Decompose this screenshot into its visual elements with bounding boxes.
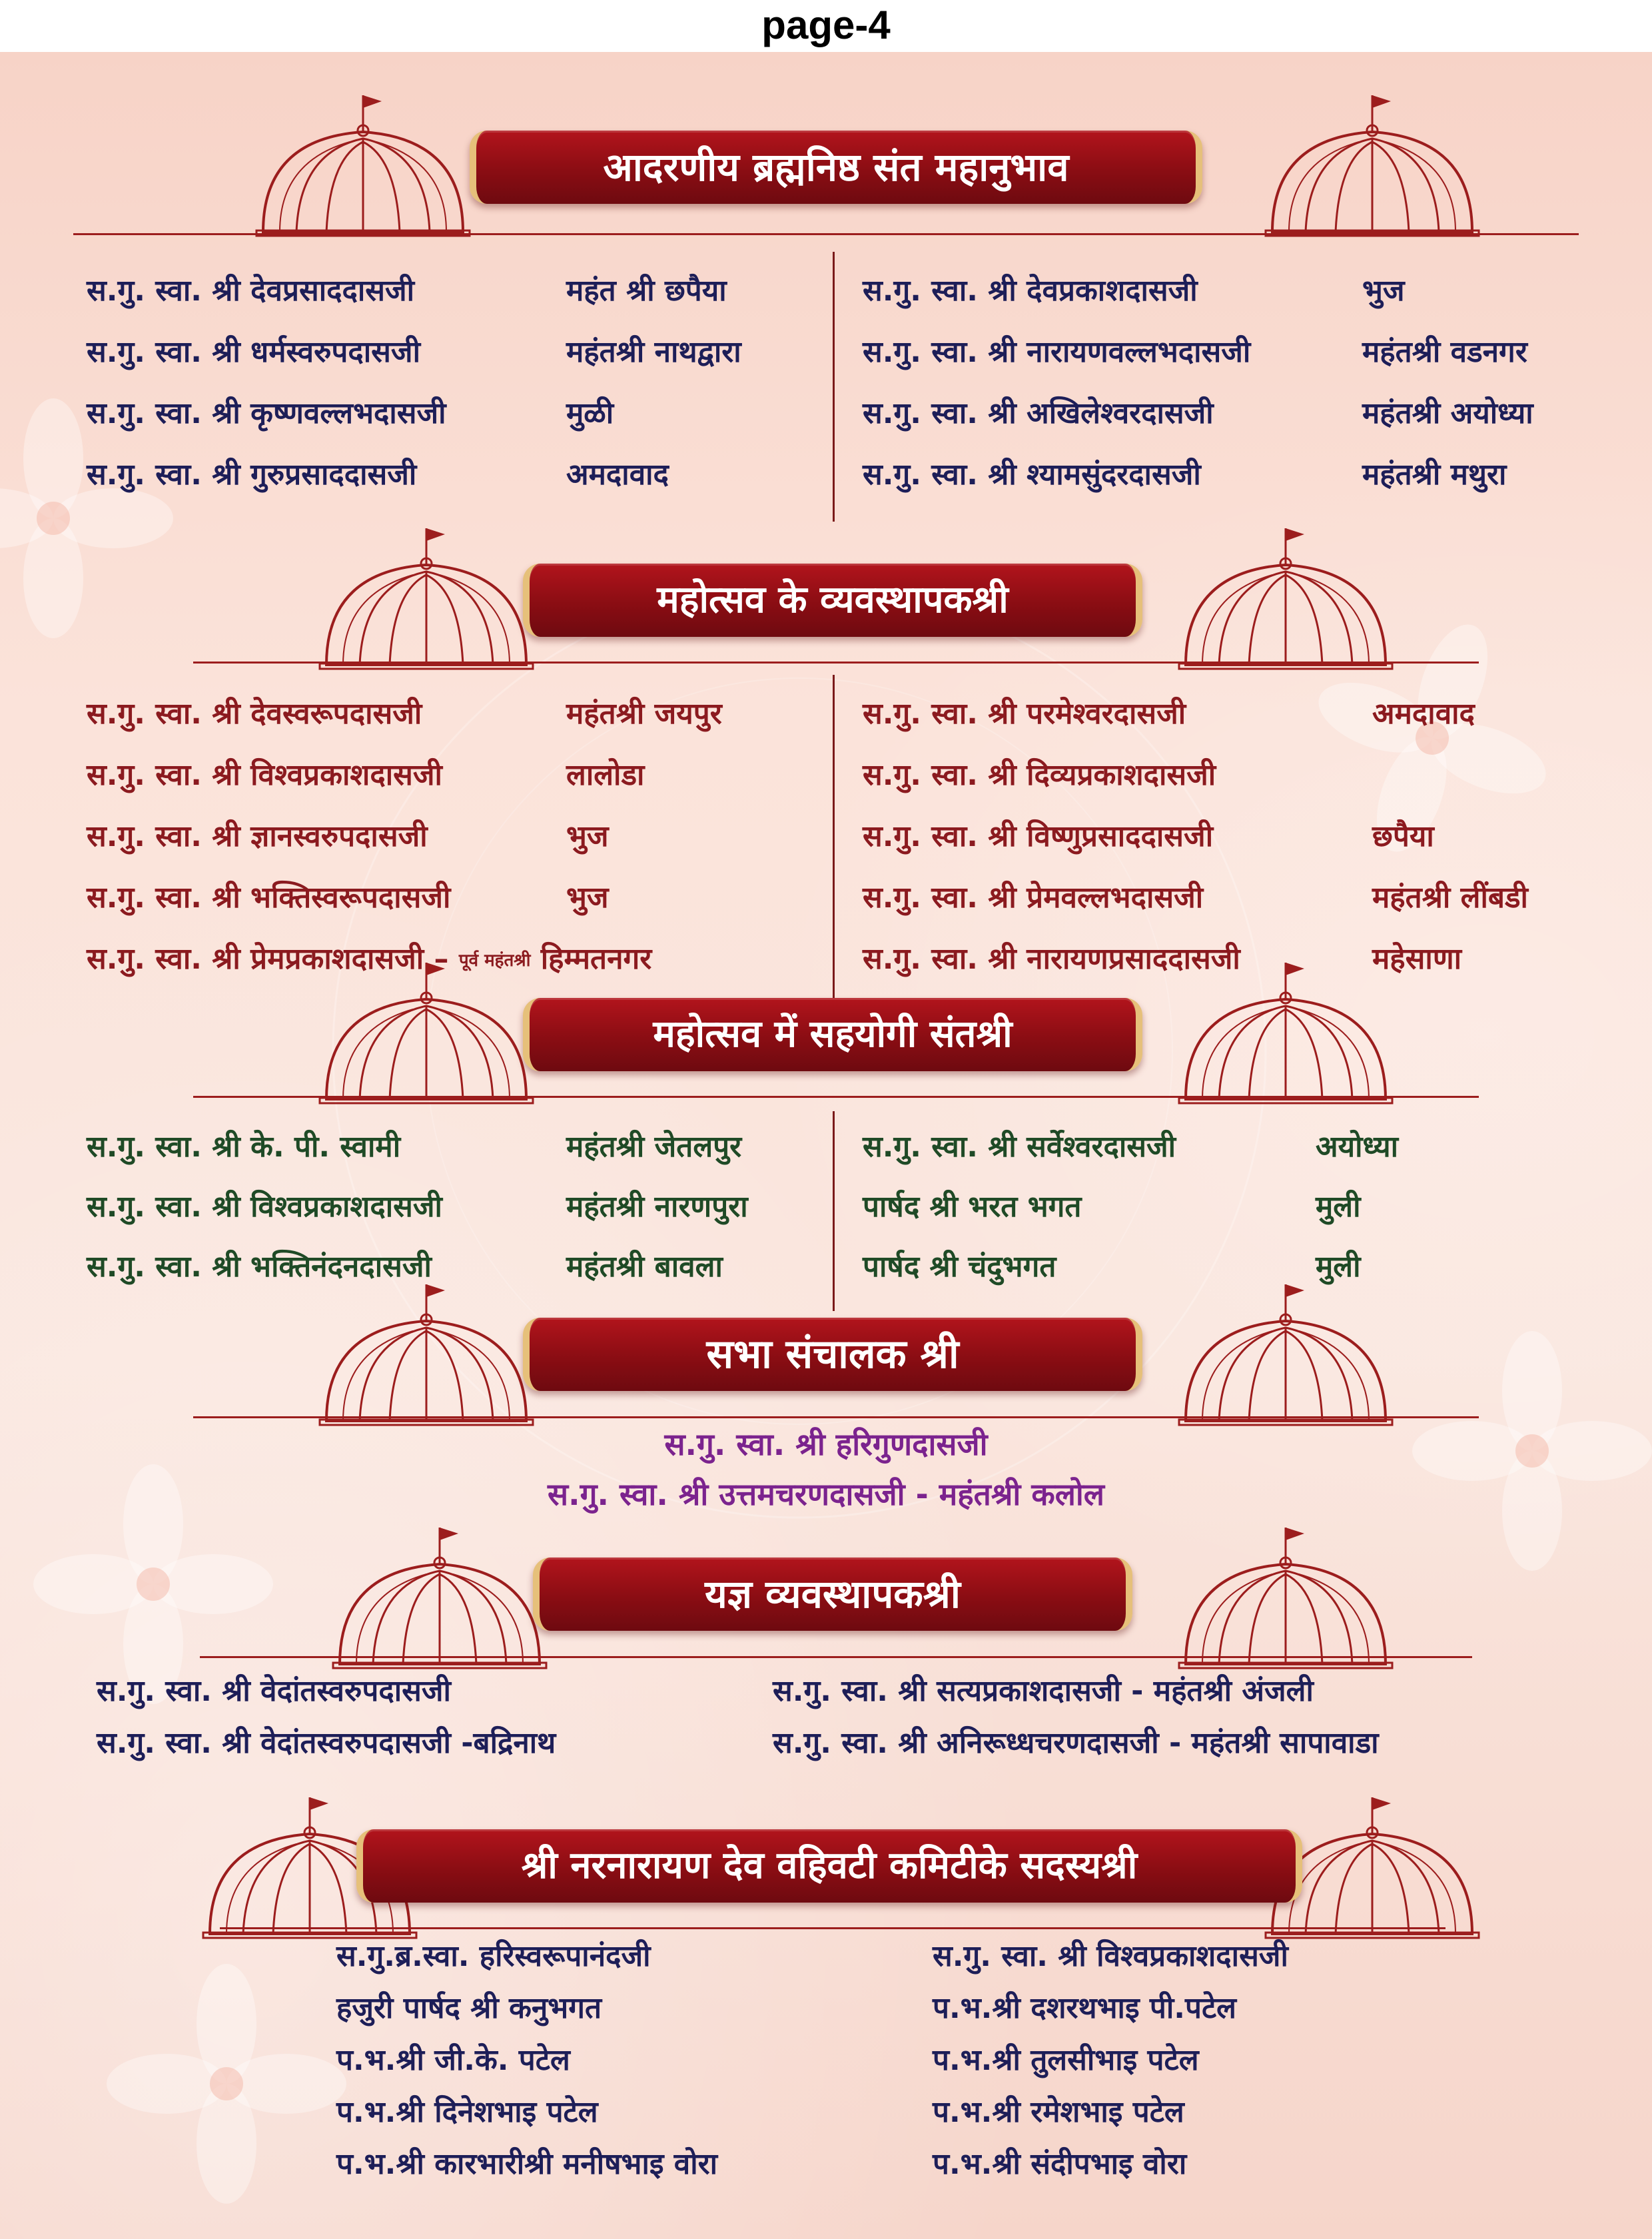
section-1-banner: आदरणीय ब्रह्मनिष्ठ संत महानुभाव [470,131,1202,204]
s2-right-place-4: महंतश्री लींबडी [1372,881,1528,915]
section-6-banner: श्री नरनारायण देव वहिवटी कमिटीके सदस्यश्री [356,1829,1302,1903]
s2-left-row-4: स.गु. स्वा. श्री भक्तिस्वरूपदासजी [87,881,451,915]
s2-right-row-5: स.गु. स्वा. श्री नारायणप्रसाददासजी [863,942,1240,976]
s1-left-place-3: मुळी [566,396,614,430]
s1-right-place-4: महंतश्री मथुरा [1362,458,1507,492]
s1-left-row-2: स.गु. स्वा. श्री धर्मस्वरुपदासजी [87,335,420,369]
s3-right-row-3: पार्षद श्री चंदुभगत [863,1250,1056,1284]
section-4-banner: सभा संचालक श्री [523,1318,1142,1391]
s3-right-place-2: मुली [1316,1190,1361,1224]
s2-right-row-3: स.गु. स्वा. श्री विष्णुप्रसाददासजी [863,819,1214,853]
s1-right-place-1: भुज [1362,274,1405,308]
section-3-banner: महोत्सव में सहयोगी संतश्री [523,998,1142,1071]
s6-left-row-2: हजुरी पार्षद श्री कनुभगत [336,1991,602,2025]
s3-left-place-1: महंतश्री जेतलपुर [566,1130,742,1164]
s1-left-place-1: महंत श्री छपैया [566,274,727,308]
s6-left-row-3: प.भ.श्री जी.के. पटेल [336,2043,570,2077]
s1-left-row-3: स.गु. स्वा. श्री कृष्णवल्लभदासजी [87,396,446,430]
s2-right-row-2: स.गु. स्वा. श्री दिव्यप्रकाशदासजी [863,758,1216,792]
s1-right-row-4: स.गु. स्वा. श्री श्यामसुंदरदासजी [863,458,1201,492]
s1-right-place-2: महंतश्री वडनगर [1362,335,1527,369]
s3-left-row-1: स.गु. स्वा. श्री के. पी. स्वामी [87,1130,401,1164]
s2-right-row-1: स.गु. स्वा. श्री परमेश्वरदासजी [863,697,1186,731]
s3-left-place-2: महंतश्री नारणपुरा [566,1190,748,1224]
section-1-rule [73,233,1579,235]
section-2-rule [193,662,1479,664]
s3-left-row-3: स.गु. स्वा. श्री भक्तिनंदनदासजी [87,1250,432,1284]
s1-left-row-1: स.गु. स्वा. श्री देवप्रसाददासजी [87,274,415,308]
s2-left-place-4: भुज [566,881,609,915]
s5-left-row-1: स.गु. स्वा. श्री वेदांतस्वरुपदासजी [97,1674,451,1708]
s1-left-place-4: अमदावाद [566,458,669,492]
s4-line-1: स.गु. स्वा. श्री हरिगुणदासजी [664,1426,988,1462]
s6-left-row-1: स.गु.ब्र.स्वा. हरिस्वरूपानंदजी [336,1939,651,1973]
s3-right-place-3: मुली [1316,1250,1361,1284]
s2-left-row-2: स.गु. स्वा. श्री विश्वप्रकाशदासजी [87,758,442,792]
s1-left-row-4: स.गु. स्वा. श्री गुरुप्रसाददासजी [87,458,417,492]
s5-right-row-1: स.गु. स्वा. श्री सत्यप्रकाशदासजी - महंतश्री अंजली [773,1674,1314,1708]
s2-right-place-5: महेसाणा [1372,942,1462,976]
s3-right-row-2: पार्षद श्री भरत भगत [863,1190,1082,1224]
s6-right-row-5: प.भ.श्री संदीपभाइ वोरा [933,2147,1187,2181]
s3-left-row-2: स.गु. स्वा. श्री विश्वप्रकाशदासजी [87,1190,442,1224]
s3-right-place-1: अयोध्या [1316,1130,1398,1164]
s6-left-row-5: प.भ.श्री कारभारीश्री मनीषभाइ वोरा [336,2147,718,2181]
s3-right-row-1: स.गु. स्वा. श्री सर्वेश्वरदासजी [863,1130,1176,1164]
s2-left-note-5: पूर्व महंतश्री [458,951,531,971]
section-2-banner: महोत्सव के व्यवस्थापकश्री [523,564,1142,637]
s2-left-row-1: स.गु. स्वा. श्री देवस्वरूपदासजी [87,697,422,731]
s3-left-place-3: महंतश्री बावला [566,1250,723,1284]
section-5-banner: यज्ञ व्यवस्थापकश्री [533,1558,1132,1631]
s2-left-row-3: स.गु. स्वा. श्री ज्ञानस्वरुपदासजी [87,819,428,853]
section-2-divider [833,675,835,1008]
s6-right-row-4: प.भ.श्री रमेशभाइ पटेल [933,2095,1184,2129]
s6-right-row-1: स.गु. स्वा. श्री विश्वप्रकाशदासजी [933,1939,1288,1973]
section-5-rule [200,1656,1472,1658]
section-4-rule [193,1416,1479,1418]
s2-left-place-1: महंतश्री जयपुर [566,697,722,731]
s6-right-row-2: प.भ.श्री दशरथभाइ पी.पटेल [933,1991,1236,2025]
s1-left-place-2: महंतश्री नाथद्वारा [566,335,741,369]
s2-right-place-3: छपैया [1372,819,1434,853]
s1-right-place-3: महंतश्री अयोध्या [1362,396,1533,430]
page-label: page-4 [761,3,891,47]
s6-left-row-4: प.भ.श्री दिनेशभाइ पटेल [336,2095,598,2129]
s1-right-row-3: स.गु. स्वा. श्री अखिलेश्वरदासजी [863,396,1214,430]
s5-right-row-2: स.गु. स्वा. श्री अनिरूध्धचरणदासजी - महंतश्री सापावाडा [773,1726,1379,1760]
s2-right-row-4: स.गु. स्वा. श्री प्रेमवल्लभदासजी [863,881,1204,915]
section-1-divider [833,252,835,522]
s1-right-row-2: स.गु. स्वा. श्री नारायणवल्लभदासजी [863,335,1251,369]
s1-right-row-1: स.गु. स्वा. श्री देवप्रकाशदासजी [863,274,1198,308]
s2-left-place-3: भुज [566,819,609,853]
section-6-rule [220,1927,1446,1929]
s2-left-place-2: लालोडा [566,758,645,792]
s2-right-place-1: अमदावाद [1372,697,1475,731]
s6-right-row-3: प.भ.श्री तुलसीभाइ पटेल [933,2043,1199,2077]
invitation-sheet [0,52,1652,2239]
section-3-rule [193,1096,1479,1098]
s4-line-2: स.गु. स्वा. श्री उत्तमचरणदासजी - महंतश्री कलोल [548,1476,1104,1512]
s5-left-row-2: स.गु. स्वा. श्री वेदांतस्वरुपदासजी -बद्रिनाथ [97,1726,556,1760]
section-3-divider [833,1111,835,1311]
s2-left-row-5: स.गु. स्वा. श्री प्रेमप्रकाशदासजी – पूर्व महंतश्री हिम्मतनगर [87,942,652,976]
